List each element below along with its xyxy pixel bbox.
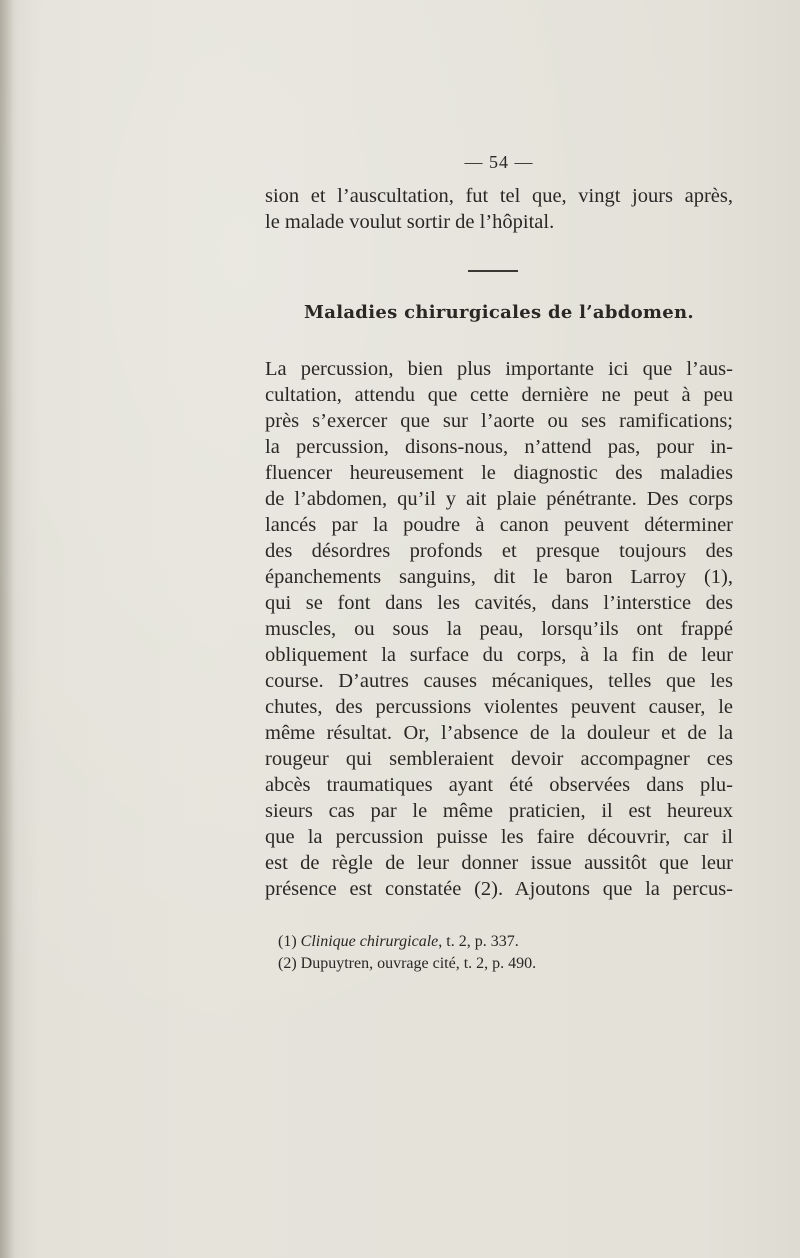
paragraph-line: la percussion, disons-nous, n’attend pas, pour in- [265,436,733,458]
paragraph-line: muscles, ou sous la peau, lorsqu’ils ont frappé [265,618,733,640]
continuation-line-1: sion et l’auscultation, fut tel que, vingt jours après, [265,185,733,207]
paragraph-line: chutes, des percussions violentes peuvent causer, le [265,696,733,718]
gutter-shadow [0,0,14,1258]
paragraph-line: La percussion, bien plus importante ici que l’aus- [265,358,733,380]
footnote-text: Dupuytren, ouvrage cité, t. 2, p. 490. [300,955,537,972]
paragraph-line: lancés par la poudre à canon peuvent déterminer [265,514,733,536]
section-divider [468,270,518,272]
footnote-title: Clinique chirurgicale [300,933,439,950]
paragraph-line: sieurs cas par le même praticien, il est heureux [265,800,733,822]
paragraph-line: des désordres profonds et presque toujours des [265,540,733,562]
footnote-text: , t. 2, p. 337. [438,933,519,950]
paragraph-line: qui se font dans les cavités, dans l’interstice des [265,592,733,614]
continuation-line-2: le malade voulut sortir de l’hôpital. [265,211,555,233]
footnote-2 [278,954,536,974]
paragraph-line: de l’abdomen, qu’il y ait plaie pénétrante. Des corps [265,488,733,510]
paragraph-line: présence est constatée (2). Ajoutons que la percus- [265,878,733,900]
footnote-marker: (2) [278,955,297,972]
paragraph-line: abcès traumatiques ayant été observées dans plu- [265,774,733,796]
paragraph-line: cultation, attendu que cette dernière ne peut à peu [265,384,733,406]
paragraph-line: même résultat. Or, l’absence de la douleur et de la [265,722,733,744]
paragraph-line: rougeur qui sembleraient devoir accompagner ces [265,748,733,770]
section-heading: Maladies chirurgicales de l’abdomen. [304,302,694,323]
page-number: — 54 — [464,152,534,172]
paragraph-line: que la percussion puisse les faire découvrir, car il [265,826,733,848]
paragraph-line: près s’exercer que sur l’aorte ou ses ramifications; [265,410,733,432]
paragraph-line: épanchements sanguins, dit le baron Larroy (1), [265,566,733,588]
paragraph-line: course. D’autres causes mécaniques, telles que les [265,670,733,692]
paragraph-line: obliquement la surface du corps, à la fin de leur [265,644,733,666]
footnote-1 [278,932,519,952]
footnote-marker: (1) [278,933,297,950]
paragraph-line: fluencer heureusement le diagnostic des maladies [265,462,733,484]
paragraph-line: est de règle de leur donner issue aussitôt que leur [265,852,733,874]
